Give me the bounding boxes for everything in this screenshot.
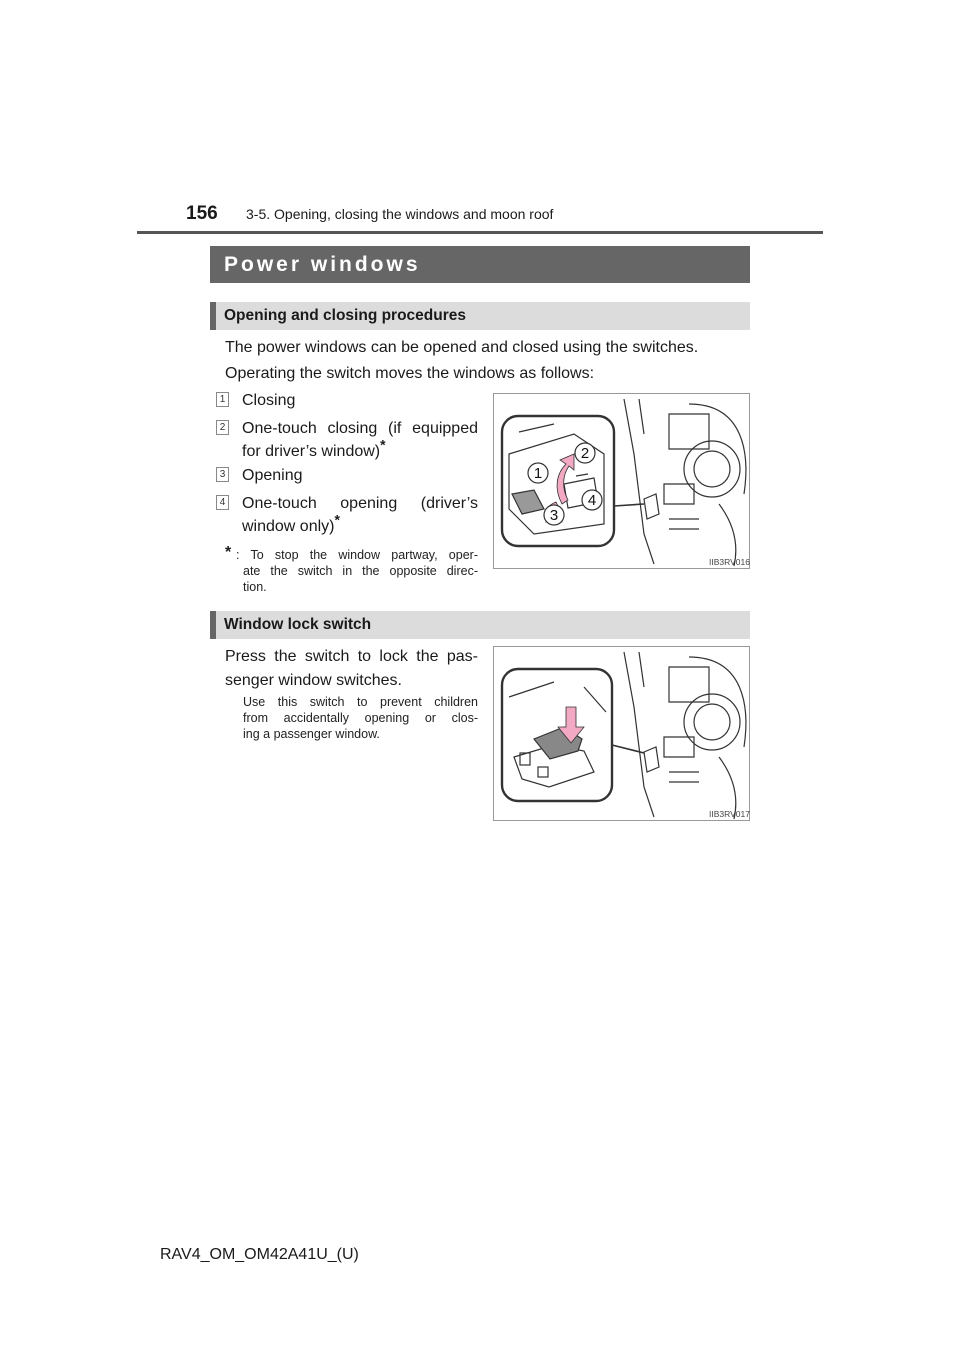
item-number-2: 2 — [216, 420, 229, 435]
page-title: Power windows — [224, 253, 421, 276]
footnote-line1: : To stop the window partway, oper- — [236, 548, 478, 562]
footnote-marker: * — [225, 544, 232, 561]
callout-4: 4 — [587, 492, 597, 509]
item-one-touch-opening-line1: One-touch opening (driver’s — [242, 495, 478, 512]
item-number-4: 4 — [216, 495, 229, 510]
document-footer: RAV4_OM_OM42A41U_(U) — [160, 1246, 359, 1263]
lock-paragraph-line1: Press the switch to lock the pas- — [225, 648, 478, 665]
intro-paragraph: The power windows can be opened and closed using the switches. — [225, 339, 699, 356]
lock-note-line2: from accidentally opening or clos- — [243, 711, 478, 725]
figure-window-switch-operation — [493, 393, 750, 569]
footnote-line2: ate the switch in the opposite direc- — [243, 564, 478, 578]
item-one-touch-opening-line2: window only)* — [242, 511, 340, 535]
item-one-touch-closing-line2: for driver’s window)* — [242, 436, 386, 460]
footnote-star: * — [334, 511, 340, 528]
item-number-1: 1 — [216, 392, 229, 407]
footnote-line3: tion. — [243, 580, 267, 594]
figure-window-lock-switch — [493, 646, 750, 821]
item-number-3: 3 — [216, 467, 229, 482]
section-heading-text: Window lock switch — [224, 616, 372, 633]
running-head: 3-5. Opening, closing the windows and moon roof — [246, 206, 554, 222]
figure-code: IIB3RV017 — [709, 809, 750, 819]
item-closing: Closing — [242, 392, 296, 409]
section-heading-window-lock — [210, 611, 750, 639]
lock-note-line3: ing a passenger window. — [243, 727, 380, 741]
header-rule — [137, 231, 823, 234]
page-title-bar — [210, 246, 750, 283]
item-one-touch-closing-line1: One-touch closing (if equipped — [242, 420, 478, 437]
section-heading-text: Opening and closing procedures — [224, 307, 467, 324]
operation-paragraph: Operating the switch moves the windows as follows: — [225, 365, 595, 382]
page-number: 156 — [186, 203, 218, 224]
callout-1: 1 — [533, 465, 543, 482]
item-opening: Opening — [242, 467, 303, 484]
section-heading-opening-closing — [210, 302, 750, 330]
lock-paragraph-line2: senger window switches. — [225, 672, 402, 689]
callout-2: 2 — [580, 445, 590, 462]
lock-switch-illustration — [494, 647, 751, 822]
figure-code: IIB3RV016 — [709, 557, 750, 567]
lock-note-line1: Use this switch to prevent children — [243, 695, 478, 709]
callout-3: 3 — [549, 507, 559, 524]
window-switch-illustration — [494, 394, 751, 570]
footnote-star: * — [380, 436, 386, 453]
